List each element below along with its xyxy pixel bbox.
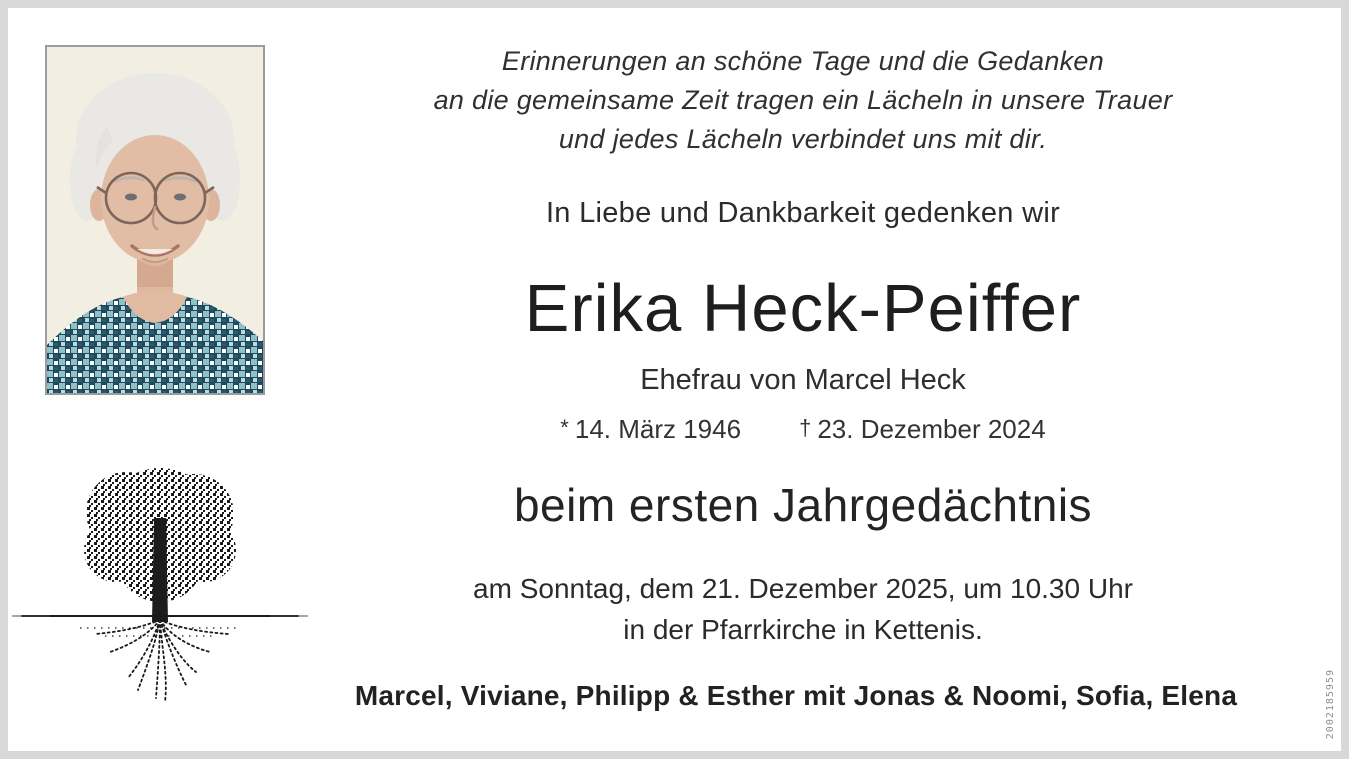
death-cross-icon: † (799, 415, 812, 440)
birth-date: 14. März 1946 (574, 414, 742, 444)
intro-verse (272, 42, 1334, 159)
occasion-title: beim ersten Jahrgedächtnis (513, 479, 1093, 531)
deceased-name: Erika Heck-Peiffer (524, 271, 1082, 346)
intro-line: Erinnerungen an schöne Tage und die Gedanken (501, 46, 1105, 76)
death-date: 23. Dezember 2024 (817, 414, 1046, 444)
portrait-illustration (47, 47, 263, 393)
memorial-card (8, 8, 1341, 751)
birth-star-icon: * (560, 415, 569, 440)
family-names-line: Marcel, Viviane, Philipp & Esther mit Jonas & Noomi, Sofia, Elena (354, 680, 1238, 711)
death-date-group (799, 414, 1046, 444)
dedication-line: In Liebe und Dankbarkeit gedenken wir (545, 197, 1061, 229)
tree-of-life-icon (10, 458, 310, 710)
event-line: in der Pfarrkirche in Kettenis. (623, 614, 983, 645)
event-line: am Sonntag, dem 21. Dezember 2025, um 10.30 Uhr (473, 573, 1133, 604)
birth-date-group (560, 414, 741, 444)
portrait-photo (45, 45, 265, 395)
reference-code: 2002185959 (1325, 668, 1336, 739)
intro-line: und jedes Lächeln verbindet uns mit dir. (558, 124, 1048, 154)
relation-line: Ehefrau von Marcel Heck (640, 364, 966, 396)
life-dates (272, 414, 1334, 445)
intro-line: an die gemeinsame Zeit tragen ein Lächeln in unsere Trauer (433, 85, 1173, 115)
event-details (272, 568, 1334, 650)
